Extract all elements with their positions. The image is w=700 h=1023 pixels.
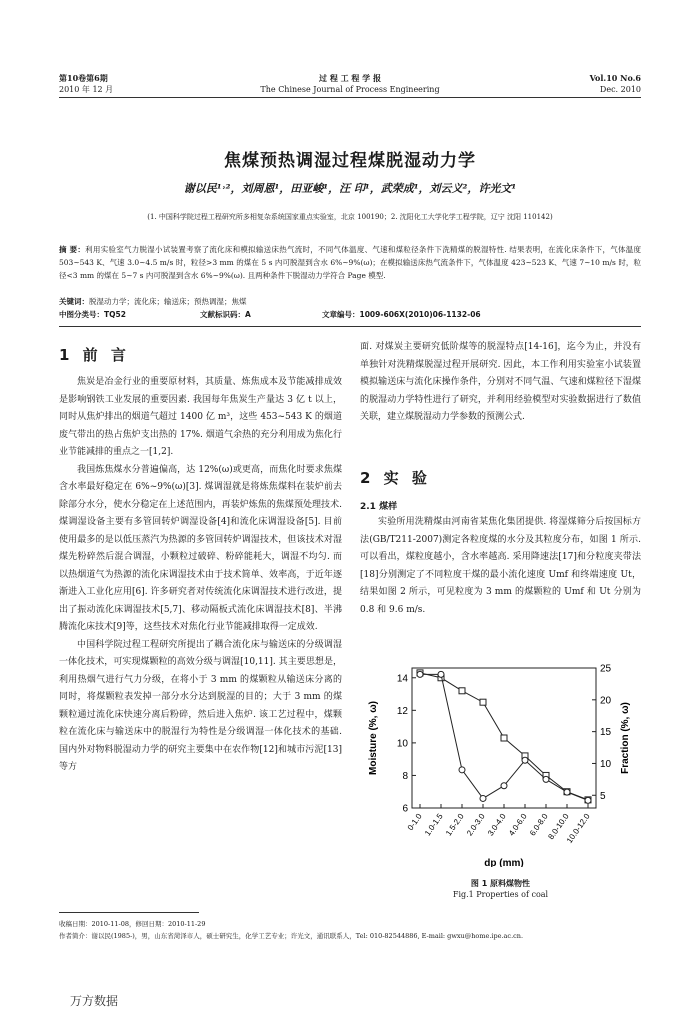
paragraph: 实验所用洗精煤由河南省某焦化集团提供. 将湿煤筛分后按国标方法(GB/T211-2007)测定各粒度煤的水分及其粒度分布，如图 1 所示. 可以看出，煤粒度越小，含水率越高. 采用降速法[17]和分粒度夹带法[18]分别测定了不同粒度干煤的最小流化速度 Umf 和终端速度 Ut，结果如图 2 所示，可见粒度为 3 mm 的煤颗粒的 Umf 和 Ut 分别为 0.8 和 9.6 m/s. <box>360 517 641 615</box>
x-tick-label: 1.0-1.5 <box>422 811 445 838</box>
x-tick-label: 8.0-10.0 <box>546 811 571 842</box>
figure-caption-cn: 图 1 原料煤物性 <box>470 879 531 888</box>
footnote-rule <box>59 912 199 913</box>
document-code: 文献标识码：A <box>200 310 251 319</box>
y-tick-label: 8 <box>402 770 408 782</box>
y-axis-label: Moisture (%, ω) <box>368 700 379 776</box>
data-point-fraction <box>501 783 507 789</box>
clc-number: 中图分类号：TQ52 <box>59 310 126 319</box>
right-column-intro <box>360 339 641 427</box>
x-tick-label: 1.5-2.0 <box>443 811 466 838</box>
data-point-fraction <box>522 757 528 763</box>
section-2-heading: 2 实 验 <box>360 469 431 487</box>
paper-title: 焦煤预热调湿过程煤脱湿动力学 <box>224 151 476 171</box>
paragraph: 中国科学院过程工程研究所提出了耦合流化床与输送床的分级调湿一体化技术，可实现煤颗粒的高效分级与调湿[10,11]. 其主要思想是，利用热烟气进行气力分级，在将小于 3 mm 的煤颗粒从输送床分离的同时，将煤颗粒表发掉一部分水分达到脱湿的目的；大于 3 mm 的煤颗粒通过流化床快速分离后粉碎，然后进入焦炉. 该工艺过程中，煤颗粒在流化床与输送床中的脱湿行为特性是分级调湿一体化技术的基础. 国内外对物料脱湿动力学的研究主要集中在农作物[12]和城市污泥[13]等方 <box>59 639 342 772</box>
x-tick-label: 10.0-12.0 <box>564 811 592 845</box>
abstract <box>59 243 641 282</box>
author-bio: 作者简介：谢以民(1985-)，男，山东省菏泽市人，硕士研究生，化学工艺专业；许光文，通讯联系人，Tel: 010-82544886, E-mail: gwxu@home.ipe.ac.cn. <box>59 932 524 940</box>
header-date-en: Dec. 2010 <box>599 85 641 94</box>
paragraph: 面. 对煤炭主要研究低阶煤等的脱湿特点[14-16]，迄今为止，并没有单独针对洗精煤脱湿过程开展研究. 因此，本工作利用实验室小试装置模拟输送床与流化床操作条件，分别对不同气温、气速和煤粒径下湿煤的脱湿动力学特性进行了研究，并利用经验模型对实验数据进行了数值关联，建立煤脱湿动力学参数的预测公式. <box>360 342 641 422</box>
data-point-fraction <box>438 671 444 677</box>
data-point-fraction <box>480 795 486 801</box>
data-point-fraction <box>459 767 465 773</box>
data-point-fraction <box>417 671 423 677</box>
article-number: 文章编号：1009-606X(2010)06-1132-06 <box>322 310 481 319</box>
data-point-moisture <box>459 688 465 694</box>
keywords <box>59 296 247 307</box>
y2-tick-label: 25 <box>600 663 612 675</box>
journal-name-cn: 过 程 工 程 学 报 <box>319 74 381 83</box>
y2-tick-label: 5 <box>600 790 606 802</box>
data-point-fraction <box>564 789 570 795</box>
left-column <box>59 374 342 777</box>
subsection-heading: 2.1 煤样 <box>360 502 398 512</box>
abstract-rule <box>59 326 641 327</box>
figure-1-chart <box>360 662 641 867</box>
abstract-text: 利用实验室气力脱湿小试装置考察了流化床和模拟输送床热气流时，不同气体温度、气速和煤粒径条件下洗精煤的脱湿特性. 结果表明，在流化床条件下，气体温度 503~543 K、气速 3.0~4.5 m/s 时，粒径>3 mm 的煤在 5 s 内可脱湿到含水 6%~9%(ω)；在模拟输送床热气流条件下，气体温度 423~523 K、气速 7~10 m/s 时，粒径<3 mm 的煤在 5~7 s 内可脱湿到含水 6%~9%(ω). 且两种条件下脱湿动力学符合 Page 模型. <box>59 245 641 280</box>
x-tick-label: 2.0-3.0 <box>464 811 487 838</box>
paragraph: 我国炼焦煤水分普遍偏高，达 12%(ω)或更高，而焦化时要求焦煤含水率最好稳定在 6%~9%(ω)[3]. 煤调湿就是将炼焦煤料在装炉前去除部分水分，使水分稳定在上述范围内，再装炉炼焦的焦煤预处理技术. 煤调湿设备主要有多管回转炉调湿设备[4]和流化床调湿设备[5]. 目前使用最多的是以低压蒸汽为热源的多管回转炉调湿技术，但该技术对湿煤先粉碎然后混合调湿，小颗粒过破碎、粉碎能耗大，调湿不均匀. 而以热烟道气为热源的流化床调湿技术由于技术简单、效率高，于近年逐渐进入工业化应用[6]. 许多研究者对传统流化床调湿技术进行改进，提出了振动流化床调湿技术[5,7]、移动隔板式流化床调湿技术[8]、半沸腾流化床技术[9]等，这些技术对焦化行业节能减排取得一定成效. <box>59 464 342 632</box>
y2-tick-label: 15 <box>600 727 612 739</box>
y2-tick-label: 10 <box>600 758 612 770</box>
keywords-label: 关键词： <box>59 297 89 306</box>
data-point-fraction <box>585 797 591 803</box>
abstract-label: 摘 要： <box>59 245 86 254</box>
y2-tick-label: 20 <box>600 695 612 707</box>
data-point-moisture <box>480 699 486 705</box>
data-point-fraction <box>543 776 549 782</box>
y-tick-label: 14 <box>396 673 408 685</box>
header-rule <box>59 97 641 98</box>
y-tick-label: 12 <box>396 705 408 717</box>
x-tick-label: 6.0-8.0 <box>527 811 550 838</box>
received-date: 收稿日期：2010-11-08，修回日期：2010-11-29 <box>59 920 206 928</box>
keywords-text: 脱湿动力学；流化床；输送床；预热调湿；焦煤 <box>89 297 247 306</box>
section-1-heading: 1 前 言 <box>59 346 130 364</box>
figure-caption-en: Fig.1 Properties of coal <box>452 890 549 899</box>
y-tick-label: 6 <box>402 803 408 815</box>
header-volume: 第10卷第6期 <box>59 73 108 83</box>
x-tick-label: 3.0-4.0 <box>485 811 508 838</box>
paragraph: 焦炭是冶金行业的重要原材料，其质量、炼焦成本及节能减排成效是影响钢铁工业发展的重要因素. 我国每年焦炭生产量达 3 亿 t 以上，同时从焦炉排出的烟道气超过 1400 亿 m³，这些 453~543 K 的烟道废气带出的热占焦炉支出热的 17%. 烟道气余热的充分利用成为焦化行业节能减排的重点之一[1,2]. <box>59 377 342 457</box>
right-column-body <box>360 514 641 619</box>
affiliation: (1. 中国科学院过程工程研究所多相复杂系统国家重点实验室，北京 100190；2. 沈阳化工大学化学工程学院，辽宁 沈阳 110142) <box>147 213 553 221</box>
author-list: 谢以民¹˒²，刘周恩¹，田亚峻¹，汪 印¹，武荣成¹，刘云义²，许光文¹ <box>183 182 517 195</box>
x-tick-label: 0-1.0 <box>405 811 424 833</box>
header-date: 2010 年 12 月 <box>59 85 114 94</box>
journal-name-en: The Chinese Journal of Process Engineering <box>260 85 440 94</box>
y-tick-label: 10 <box>396 738 408 750</box>
x-axis-label: dp (mm) <box>484 858 524 867</box>
header-volume-en: Vol.10 No.6 <box>589 73 641 83</box>
watermark: 万方数据 <box>70 994 119 1008</box>
x-tick-label: 4.0-6.0 <box>506 811 529 838</box>
data-point-moisture <box>501 735 507 741</box>
y2-axis-label: Fraction (%, ω) <box>620 702 631 774</box>
